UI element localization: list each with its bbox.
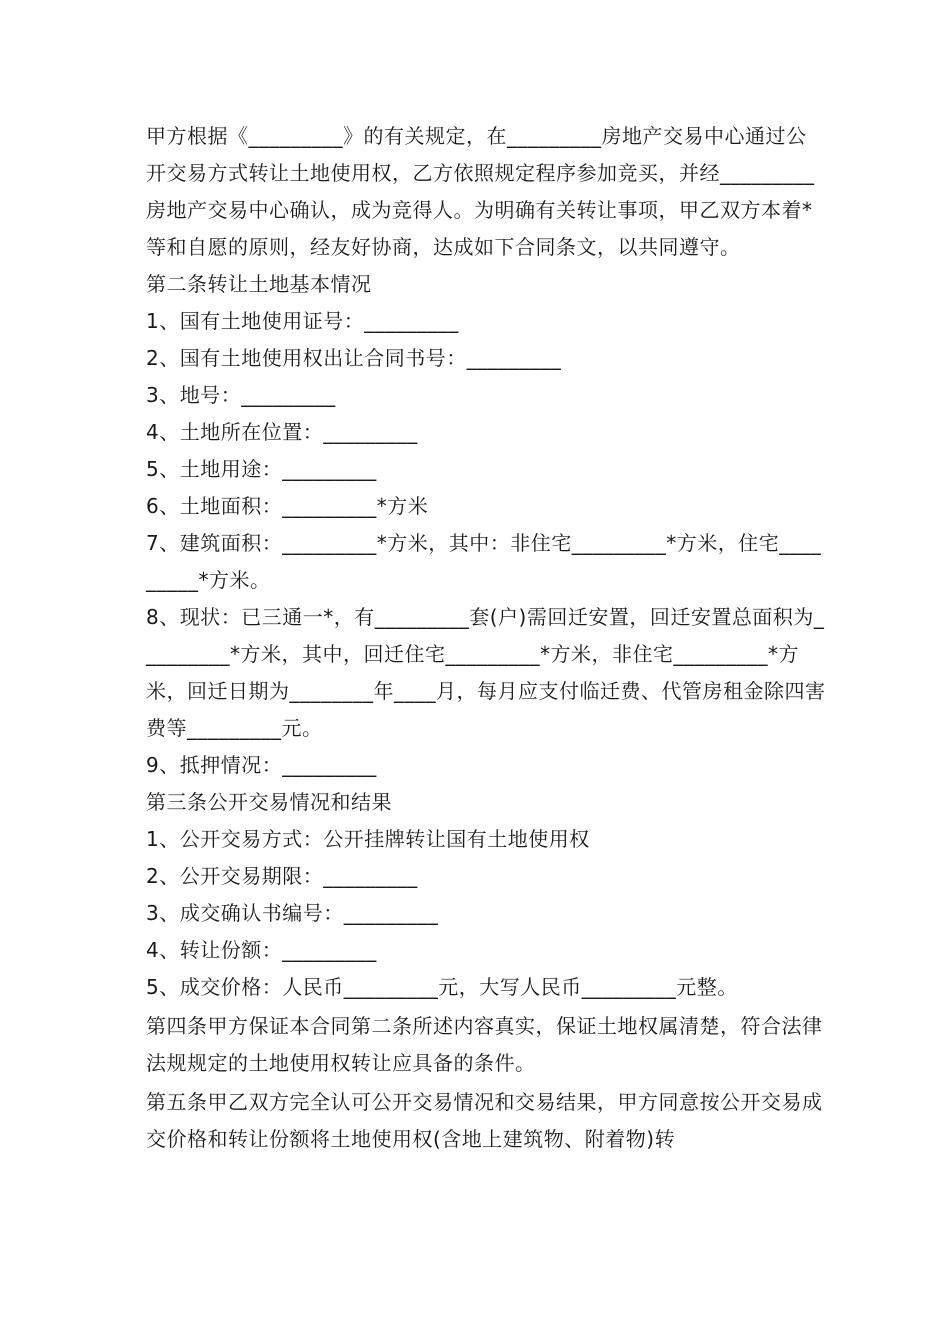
article-2-item-6: 6、土地面积：_________*方米 bbox=[146, 494, 429, 518]
article-4-paragraph: 第四条甲方保证本合同第二条所述内容真实，保证土地权属清楚，符合法律法规规定的土地使用权转让应具备的条件。 bbox=[146, 1014, 823, 1075]
intro-paragraph: 甲方根据《_________》的有关规定，在_________房地产交易中心通过公开交易方式转让土地使用权，乙方依照规定程序参加竞买，并经_________房地产交易中心确认，成为竞得人。为明确有关转让事项，甲乙双方本着*等和自愿的原则，经友好协商，达成如下合同条文，以共同遵守。 bbox=[146, 124, 815, 259]
article-2-item-8: 8、现状：已三通一*，有_________套(户)需回迁安置，回迁安置总面积为_________*方米，其中，回迁住宅_________*方米，非住宅_________*方米，回迁日期为________年____月，每月应支付临迁费、代管房租金除四害费等_________元。 bbox=[146, 605, 826, 740]
article-2-item-4: 4、土地所在位置：_________ bbox=[146, 420, 418, 444]
article-2-item-2: 2、国有土地使用权出让合同书号：_________ bbox=[146, 346, 562, 370]
article-2-item-9: 9、抵押情况：_________ bbox=[146, 753, 377, 777]
article-3-item-1: 1、公开交易方式：公开挂牌转让国有土地使用权 bbox=[146, 827, 590, 851]
article-2-item-1: 1、国有土地使用证号：_________ bbox=[146, 309, 459, 333]
article-3-item-4: 4、转让份额：_________ bbox=[146, 938, 377, 962]
article-2-heading: 第二条转让土地基本情况 bbox=[146, 272, 372, 296]
article-3-item-2: 2、公开交易期限：_________ bbox=[146, 864, 418, 888]
article-2-item-3: 3、地号：_________ bbox=[146, 383, 336, 407]
article-3-item-5: 5、成交价格：人民币_________元，大写人民币_________元整。 bbox=[146, 975, 738, 999]
article-3-heading: 第三条公开交易情况和结果 bbox=[146, 790, 392, 814]
article-2-item-5: 5、土地用途：_________ bbox=[146, 457, 377, 481]
article-5-paragraph: 第五条甲乙双方完全认可公开交易情况和交易结果，甲方同意按公开交易成交价格和转让份额将土地使用权(含地上建筑物、附着物)转 bbox=[146, 1090, 823, 1151]
article-2-item-7: 7、建筑面积：_________*方米，其中：非住宅_________*方米，住宅_________*方米。 bbox=[146, 531, 822, 592]
document-body bbox=[146, 118, 826, 1158]
article-3-item-3: 3、成交确认书编号：_________ bbox=[146, 901, 439, 925]
